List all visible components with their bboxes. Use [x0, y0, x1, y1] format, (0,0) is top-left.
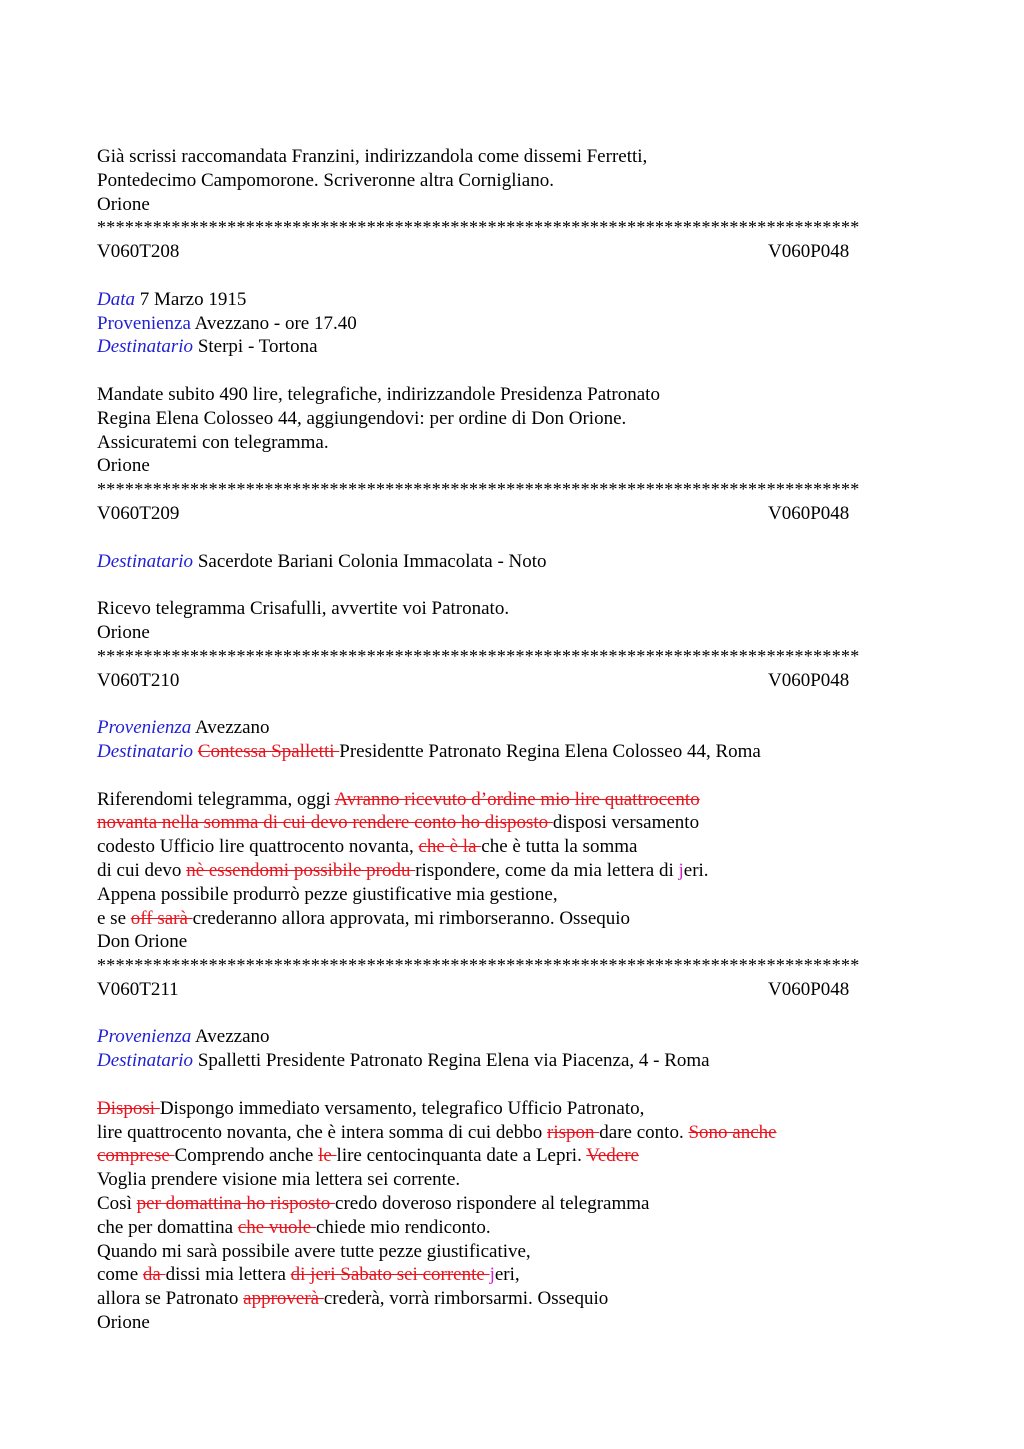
body-line	[97, 1121, 927, 1145]
signature: Orione	[97, 621, 150, 643]
body-line: Assicuratemi con telegramma.	[97, 431, 329, 453]
document-id: V060T211	[97, 978, 179, 1000]
body-line	[97, 835, 927, 859]
deleted-text: off sarà	[130, 907, 193, 929]
recipient-label: Destinatario	[97, 336, 194, 358]
body-text: Così	[97, 1193, 137, 1215]
origin-value: Avezzano	[194, 717, 270, 739]
recipient-label: Destinatario	[97, 1050, 194, 1072]
body-line	[97, 1287, 927, 1311]
deleted-text: che vuole	[237, 1216, 316, 1238]
deleted-text: Sono anche	[688, 1121, 777, 1143]
separator: **********************************************************************************	[97, 955, 860, 976]
body-line	[97, 1216, 927, 1240]
body-text: Dispongo immediato versamento, telegrafico Ufficio Patronato,	[159, 1097, 645, 1119]
body-text: lire centocinquanta date a Lepri.	[336, 1145, 587, 1167]
body-text: crederanno allora approvata, mi rimborseranno. Ossequio	[192, 907, 631, 929]
body-text: dare conto.	[599, 1121, 689, 1143]
deleted-text: Vedere	[586, 1145, 639, 1167]
body-text: codesto Ufficio lire quattrocento novanta,	[97, 836, 419, 858]
inserted-text: j	[489, 1264, 495, 1286]
origin-line	[97, 716, 927, 740]
document-id: V060T208	[97, 241, 180, 263]
body-line: Regina Elena Colosseo 44, aggiungendovi: per ordine di Don Orione.	[97, 407, 627, 429]
body-line	[97, 811, 927, 835]
intro-line: Pontedecimo Campomorone. Scriveronne altra Cornigliano.	[97, 169, 554, 191]
body-line	[97, 788, 927, 812]
document-id: V060T209	[97, 502, 180, 524]
date-line	[97, 288, 927, 312]
recipient-line	[97, 550, 927, 574]
date-value: 7 Marzo 1915	[139, 288, 247, 310]
deleted-text: rispon	[547, 1121, 600, 1143]
page-reference: V060P048	[768, 978, 850, 1000]
body-line	[97, 1097, 927, 1121]
body-line	[97, 1263, 927, 1287]
deleted-text: Contessa Spalletti	[197, 740, 340, 762]
body-line	[97, 907, 927, 931]
deleted-text: di jeri Sabato sei corrente	[290, 1264, 490, 1286]
separator: **********************************************************************************	[97, 217, 860, 238]
page-reference: V060P048	[768, 241, 850, 263]
body-text: di cui devo	[97, 859, 187, 881]
body-line: Quando mi sarà possibile avere tutte pezze giustificative,	[97, 1240, 531, 1262]
recipient-value: Presidentte Patronato Regina Elena Colosseo 44, Roma	[339, 740, 761, 762]
deleted-text: che è la	[418, 836, 482, 858]
body-text: eri,	[494, 1264, 520, 1286]
deleted-text: Avranno ricevuto d’ordine mio lire quattrocento	[334, 788, 700, 810]
body-text: lire quattrocento novanta, che è intera somma di cui debbo	[97, 1121, 548, 1143]
deleted-text: comprese	[97, 1145, 175, 1167]
deleted-text: le	[318, 1145, 337, 1167]
body-text: rispondere, come da mia lettera di	[415, 859, 679, 881]
deleted-text: nè essendomi possibile produ	[186, 859, 416, 881]
document-id-row	[97, 669, 927, 693]
signature: Orione	[97, 193, 150, 215]
document-id-row	[97, 978, 927, 1002]
body-line: Appena possibile produrrò pezze giustificative mia gestione,	[97, 883, 558, 905]
deleted-text: novanta nella somma di cui devo rendere conto ho disposto	[97, 812, 553, 834]
separator: **********************************************************************************	[97, 645, 860, 666]
date-label: Data	[97, 288, 135, 310]
body-line	[97, 1192, 927, 1216]
recipient-label: Destinatario	[97, 740, 194, 762]
origin-value: Avezzano - ore 17.40	[194, 312, 357, 334]
body-text: e se	[97, 907, 131, 929]
inserted-text: j	[678, 859, 684, 881]
body-line: Mandate subito 490 lire, telegrafiche, indirizzandole Presidenza Patronato	[97, 383, 660, 405]
body-text: crederà, vorrà rimborsarmi. Ossequio	[323, 1288, 609, 1310]
deleted-text: per domattina ho risposto	[136, 1193, 336, 1215]
document-id-row	[97, 502, 927, 526]
origin-label: Provenienza	[97, 312, 191, 334]
recipient-value: Spalletti Presidente Patronato Regina Elena via Piacenza, 4 - Roma	[197, 1050, 710, 1072]
page-reference: V060P048	[768, 669, 850, 691]
signature: Don Orione	[97, 931, 188, 953]
deleted-text: approverà	[243, 1288, 324, 1310]
body-text: dissi mia lettera	[165, 1264, 291, 1286]
body-text: che per domattina	[97, 1216, 238, 1238]
body-line	[97, 859, 927, 883]
document-id: V060T210	[97, 669, 180, 691]
body-text: che è tutta la somma	[481, 836, 638, 858]
origin-value: Avezzano	[194, 1026, 270, 1048]
page-reference: V060P048	[768, 502, 850, 524]
document-page	[97, 145, 927, 1335]
body-line	[97, 1144, 927, 1168]
recipient-label: Destinatario	[97, 550, 194, 572]
body-text: chiede mio rendiconto.	[315, 1216, 491, 1238]
signature: Orione	[97, 1312, 150, 1334]
recipient-value: Sacerdote Bariani Colonia Immacolata - Noto	[197, 550, 547, 572]
body-line: Ricevo telegramma Crisafulli, avvertite voi Patronato.	[97, 598, 510, 620]
separator: **********************************************************************************	[97, 479, 860, 500]
recipient-line	[97, 740, 927, 764]
origin-label: Provenienza	[97, 1026, 192, 1048]
origin-line	[97, 1025, 927, 1049]
body-line: Voglia prendere visione mia lettera sei corrente.	[97, 1169, 461, 1191]
body-text: disposi versamento	[552, 812, 700, 834]
body-text: Comprendo anche	[174, 1145, 319, 1167]
origin-label: Provenienza	[97, 717, 192, 739]
recipient-line	[97, 335, 927, 359]
body-text: come	[97, 1264, 143, 1286]
document-id-row	[97, 240, 927, 264]
signature: Orione	[97, 455, 150, 477]
body-text: credo doveroso rispondere al telegramma	[335, 1193, 650, 1215]
recipient-line	[97, 1049, 927, 1073]
deleted-text: da	[142, 1264, 166, 1286]
body-text: Riferendomi telegramma, oggi	[97, 788, 335, 810]
body-text: eri.	[683, 859, 709, 881]
intro-line: Già scrissi raccomandata Franzini, indirizzandola come dissemi Ferretti,	[97, 146, 648, 167]
origin-line	[97, 312, 927, 336]
recipient-value: Sterpi - Tortona	[197, 336, 318, 358]
body-text: allora se Patronato	[97, 1288, 244, 1310]
deleted-text: Disposi	[97, 1097, 160, 1119]
